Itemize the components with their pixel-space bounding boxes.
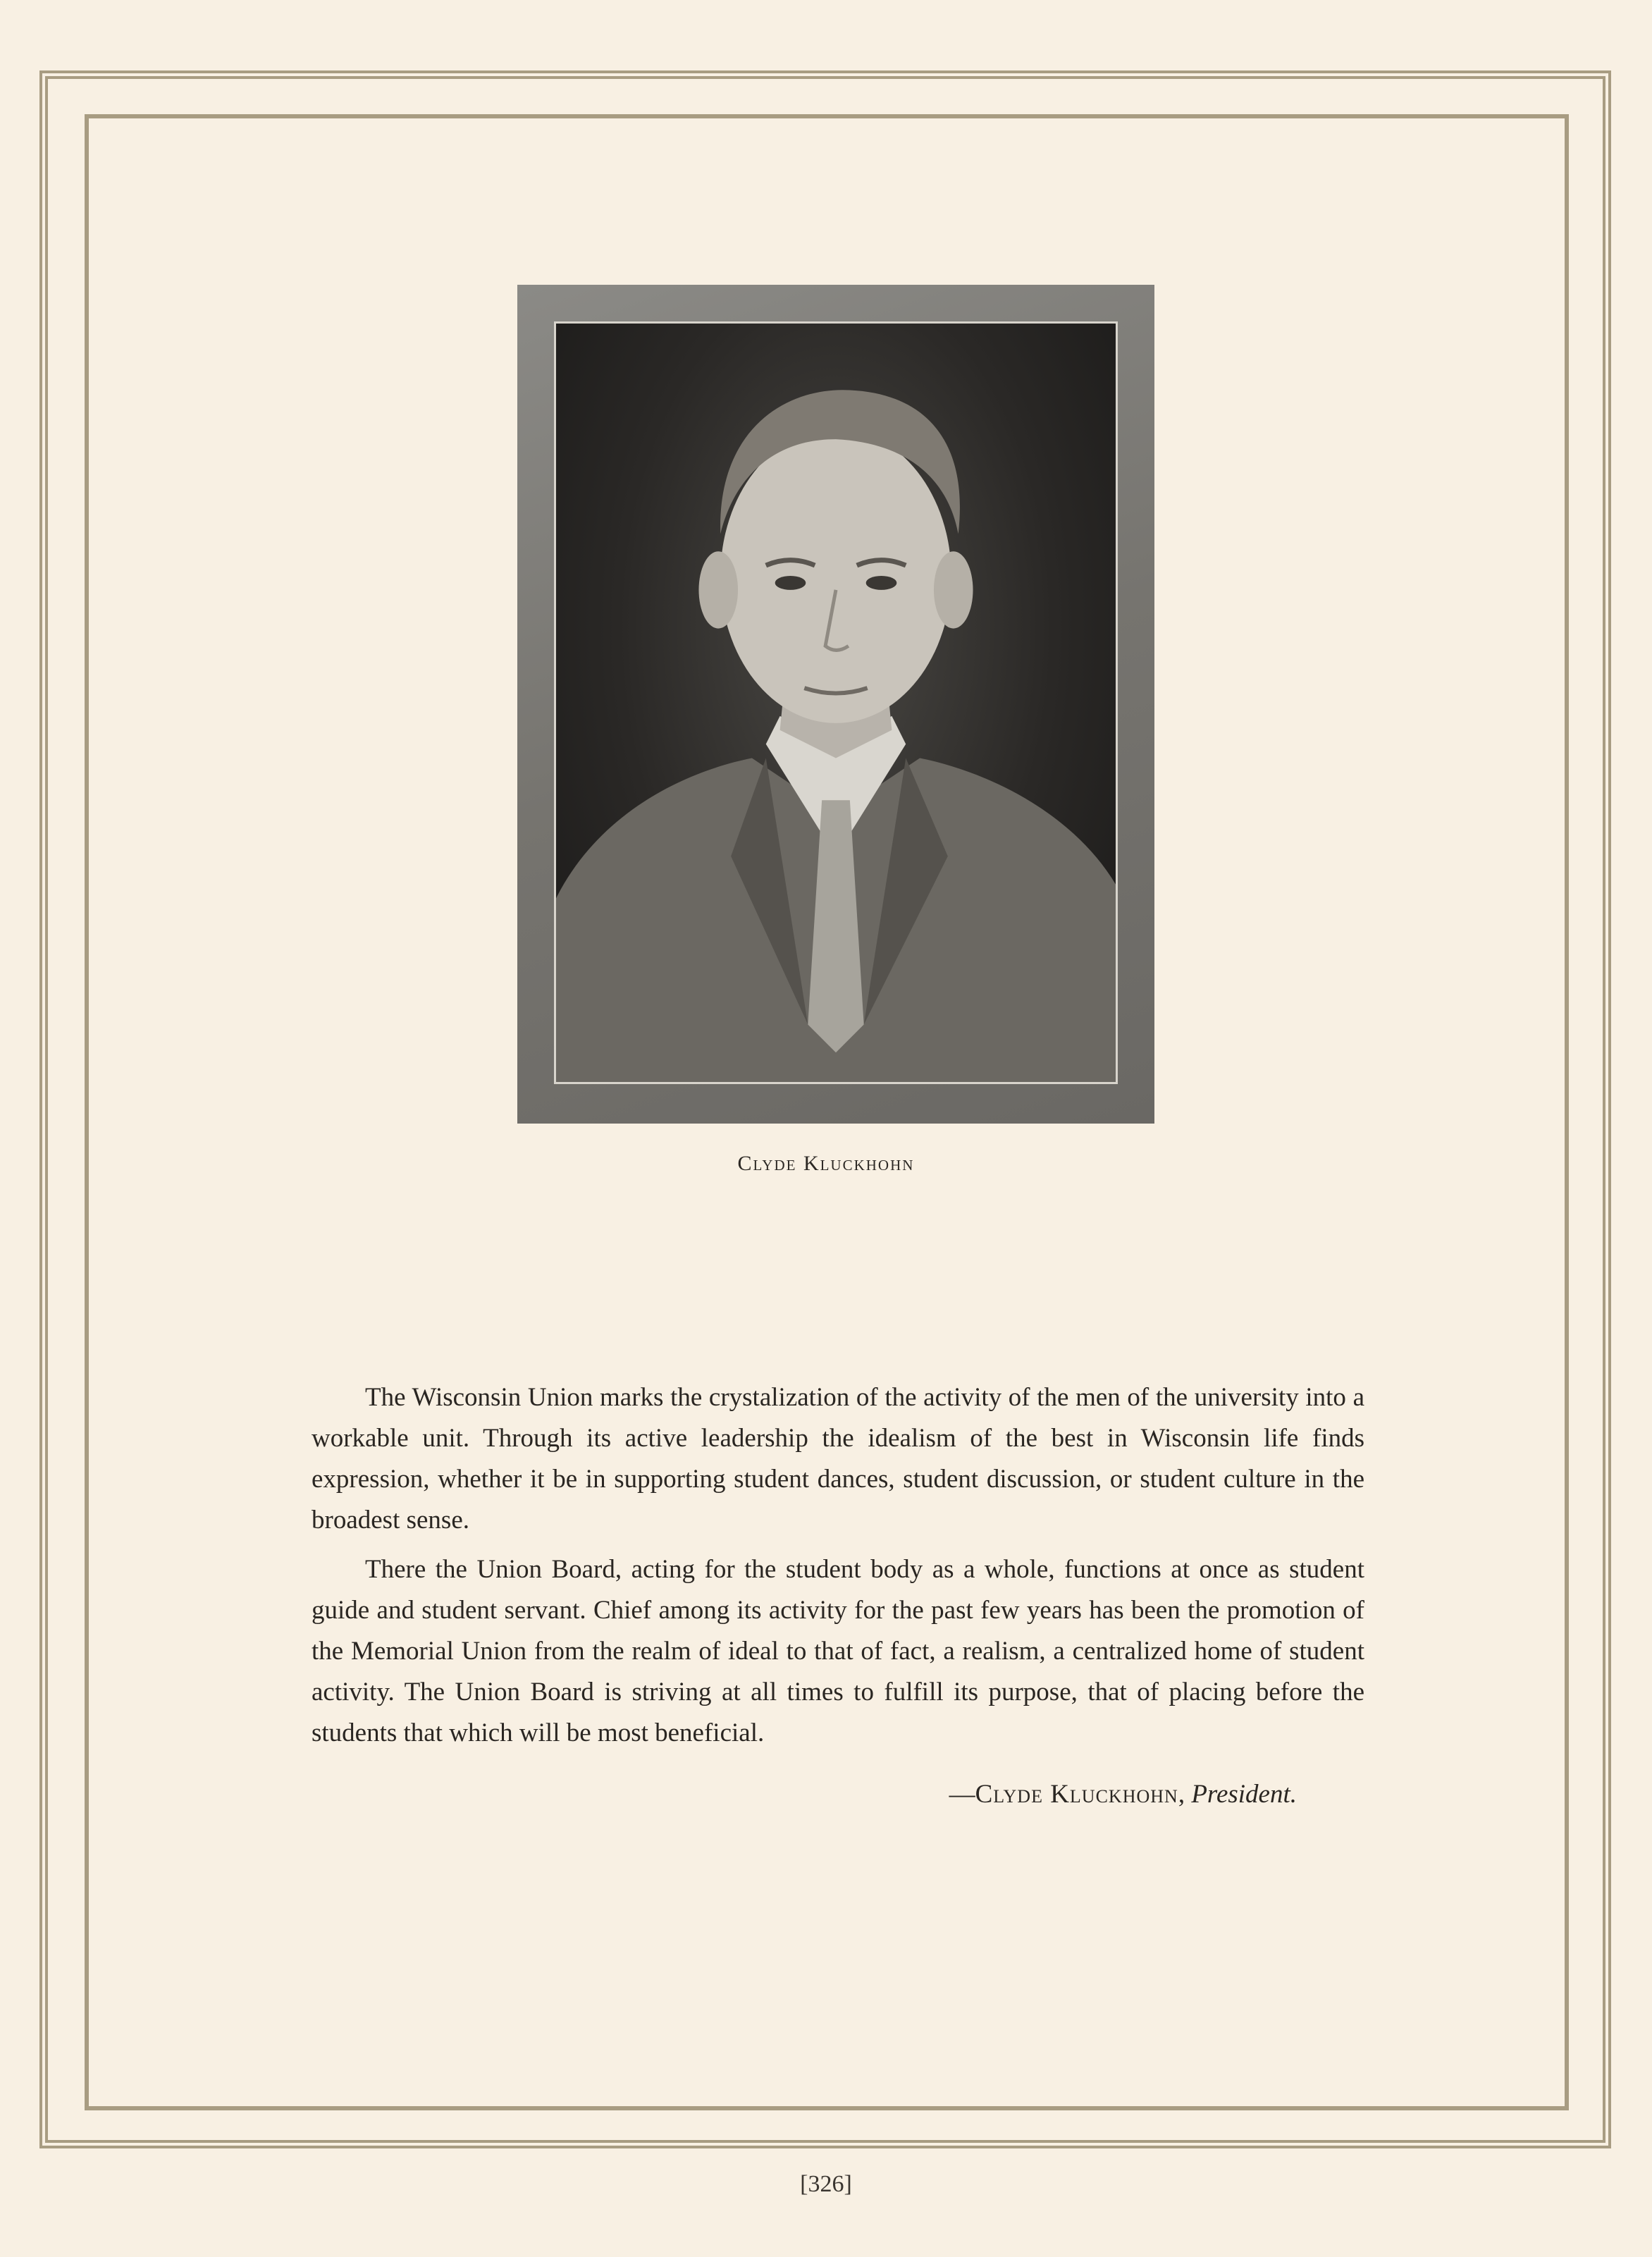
signature-line (846, 1779, 1297, 1809)
portrait-photo (554, 321, 1118, 1084)
portrait-icon (556, 324, 1116, 1082)
signature-separator: , (1178, 1780, 1192, 1809)
paragraph-1: The Wisconsin Union marks the crystalization of the activity of the men of the university into a workable unit. Through its active leadership the idealism of the best in Wisconsin life finds expression, whether it be in supporting student dances, student discussion, or student culture in the broadest sense. (312, 1383, 1364, 1535)
signature-dash: — (949, 1780, 975, 1809)
page-number: [326] (800, 2171, 852, 2197)
paragraph-2: There the Union Board, acting for the student body as a whole, functions at once as student guide and student servant. Chief among its activity for the past few years has been the promotion of the Memorial Union from the realm of ideal to that of fact, a realism, a centralized home of student activity. The Union Board is striving at all times to fulfill its purpose, that of placing before the students that which will be most beneficial. (312, 1555, 1364, 1747)
signature-title: President. (1191, 1780, 1297, 1809)
photo-caption: Clyde Kluckhohn (737, 1152, 915, 1175)
article-body (312, 1377, 1364, 1762)
signature-name: Clyde Kluckhohn (975, 1780, 1178, 1809)
